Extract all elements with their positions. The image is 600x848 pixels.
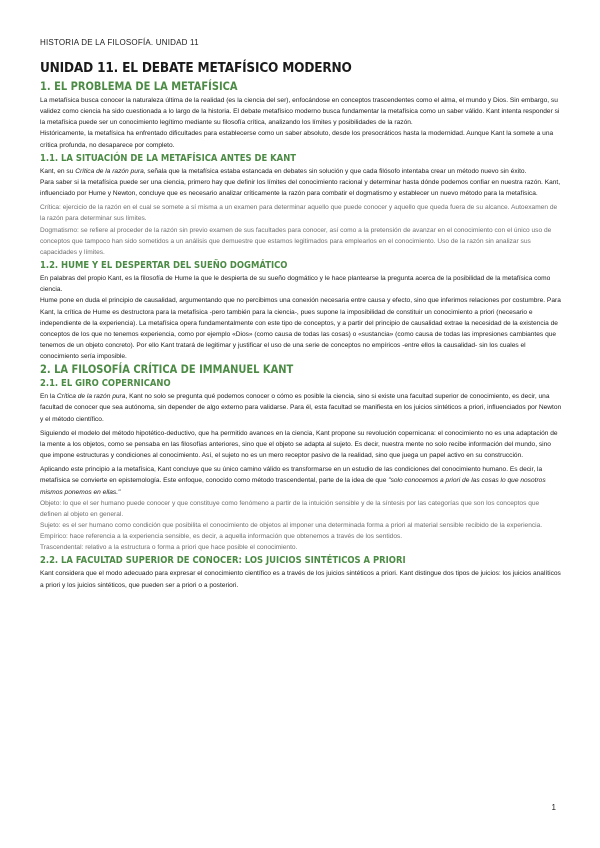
section-heading-1: 1. EL PROBLEMA DE LA METAFÍSICA: [40, 79, 238, 93]
paragraph: En palabras del propio Kant, es la filosofía de Hume la que le despierta de su sueño dogmático y le hace plantearse la pregunta acerca de la posibilidad de la metafísica como ciencia.: [40, 275, 551, 294]
book-title: Crítica de la razón pura: [56, 393, 126, 401]
definition-sujeto: Sujeto: es el ser humano como condición que posibilita el conocimiento de objetos al imponer una determinada forma a priori al material sensible recibido de la experiencia.: [40, 522, 543, 529]
section-heading-1-1: 1.1. LA SITUACIÓN DE LA METAFÍSICA ANTES DE KANT: [40, 152, 296, 164]
section-heading-2-2: 2.2. LA FACULTAD SUPERIOR DE CONOCER: LOS JUICIOS SINTÉTICOS A PRIORI: [40, 555, 406, 567]
paragraph: Aplicando este principio a la metafísica, Kant concluye que su único camino válido es transformarse en un estudio de las condiciones del conocimiento humano. Es decir, la metafísica se convierte en epistemología. Este enfoque, conocido como método trascendental, parte de la idea de que "solo conocemos a priori de las cosas lo que nosotros mismos ponemos en ellas.": [40, 466, 546, 496]
section-heading-2-1: 2.1. EL GIRO COPERNICANO: [40, 378, 171, 390]
paragraph: Siguiendo el modelo del método hipotético-deductivo, que ha permitido avances en la ciencia, Kant propone su revolución copernicana: el conocimiento no es una adaptación de la mente a los objetos, como se pensaba en las filosofías anteriores, sino que el objeto se adapta al sujeto. Es decir, nuestra mente no solo recibe información del mundo, sino que impone estructuras y condiciones al conocimiento. Así, el sujeto no es un mero receptor pasivo de la realidad, sino que juega un papel activo en su construcción.: [40, 429, 558, 460]
paragraph: En la Crítica de la razón pura, Kant no solo se pregunta qué podemos conocer o cómo es posible la ciencia, sino si existe una facultad superior de conocimiento, es decir, una facultad de conocer que sea autónoma, sin depender de algo externo para validarse. Para él, esta facultad se manifiesta en los juicios sintéticos a priori, influenciados por Newton y el método científico.: [40, 393, 562, 423]
section-heading-1-2: 1.2. HUME Y EL DESPERTAR DEL SUEÑO DOGMÁTICO: [40, 260, 288, 272]
paragraph: Hume pone en duda el principio de causalidad, argumentando que no percibimos una conexión necesaria entre causa y efecto, sino que inferimos relaciones por costumbre. Para Kant, la crítica de Hume es destructora para la metafísica -pero también para la ciencia-, pues supone la imposibilidad de constituir un conocimiento a priori (necesario e independiente de la experiencia). La metafísica opera fundamentalmente con este tipo de conceptos, y a partir del principio de causalidad extrae la necesidad de la existencia de conceptos de los que no tenemos experiencia, como por ejemplo «Dios» (como causa de todas las cosas) o «sustancia» (como causa de todas las impresiones cambiantes que tenemos de un objeto concreto). Por ello Kant tratará de legitimar y justificar el uso de una serie de conceptos no empíricos -entre ellos la causalidad- sin los cuales el conocimiento sería imposible.: [40, 297, 561, 361]
section-heading-2: 2. LA FILOSOFÍA CRÍTICA DE IMMANUEL KANT: [40, 362, 294, 377]
paragraph: Históricamente, la metafísica ha enfrentado dificultades para establecerse como un saber absoluto, desde los presocráticos hasta la modernidad. Aunque Kant la somete a una crítica profunda, no desaparece por completo.: [40, 130, 554, 149]
paragraph: Kant, en su Crítica de la razón pura, señala que la metafísica estaba estancada en debates sin solución y que cada filósofo intentaba crear un método nuevo sin éxito.: [40, 167, 527, 175]
paragraph: Kant considera que el modo adecuado para expresar el conocimiento científico es a través de los juicios sintéticos a priori. Kant distingue dos tipos de juicios: los juicios analíticos a priori y los juicios sintéticos, que pueden ser a priori o a posteriori.: [40, 570, 561, 589]
unit-title: UNIDAD 11. EL DEBATE METAFÍSICO MODERNO: [40, 60, 352, 76]
paragraph: Para saber si la metafísica puede ser una ciencia, primero hay que definir los límites del conocimiento racional y determinar hasta dónde podemos confiar en nuestra razón. Kant, influenciado por Hume y Newton, concluye que es necesario analizar críticamente la razón para combatir el dogmatismo y establecer un nuevo método para la metafísica.: [40, 178, 561, 198]
page-number: 1: [551, 803, 556, 812]
definition-objeto: Objeto: lo que el ser humano puede conocer y que constituye como fenómeno a partir de la intuición sensible y de la síntesis por las categorías que son los conceptos que definen al objeto en general.: [40, 499, 540, 518]
running-header: HISTORIA DE LA FILOSOFÍA. UNIDAD 11: [40, 38, 199, 47]
definition-empirico: Empírico: hace referencia a la experiencia sensible, es decir, a aquella información que obtenemos a través de los sentidos.: [40, 533, 403, 541]
definition-critica: Crítica: ejercicio de la razón en el cual se somete a sí misma a un examen para determinar aquello que puede conocer y aquello que queda fuera de su alcance. Autoexamen de la razón para determinar sus límites.: [40, 204, 558, 223]
definition-dogmatismo: Dogmatismo: se refiere al proceder de la razón sin previo examen de sus facultades para conocer, así como a la pretensión de avanzar en el conocimiento con el único uso de conceptos que tampoco han sido sometidos a un análisis que demuestre que estamos legitimados para emplearlos en el conocimiento. Uso de la razón sin analizar sus capacidades y límites.: [40, 226, 552, 256]
page-content: [40, 60, 562, 591]
definition-trascendental: Trascendental: relativo a la estructura o forma a priori que hace posible el conocimiento.: [40, 544, 298, 552]
quote: "solo conocemos a priori de las cosas lo que nosotros mismos ponemos en ellas.": [40, 477, 546, 496]
book-title: Crítica de la razón pura: [75, 167, 144, 175]
paragraph: La metafísica busca conocer la naturaleza última de la realidad (es la ciencia del ser), enfocándose en conceptos trascendentes como el alma, el mundo y Dios. Sin embargo, su validez como ciencia ha sido cuestionada a lo largo de la historia. El debate metafísico moderno busca fundamentar la metafísica como un saber válido. Kant intenta responder si la metafísica puede ser un conocimiento legítimo mediante su filosofía crítica, analizando los límites y posibilidades de la razón.: [40, 97, 560, 127]
